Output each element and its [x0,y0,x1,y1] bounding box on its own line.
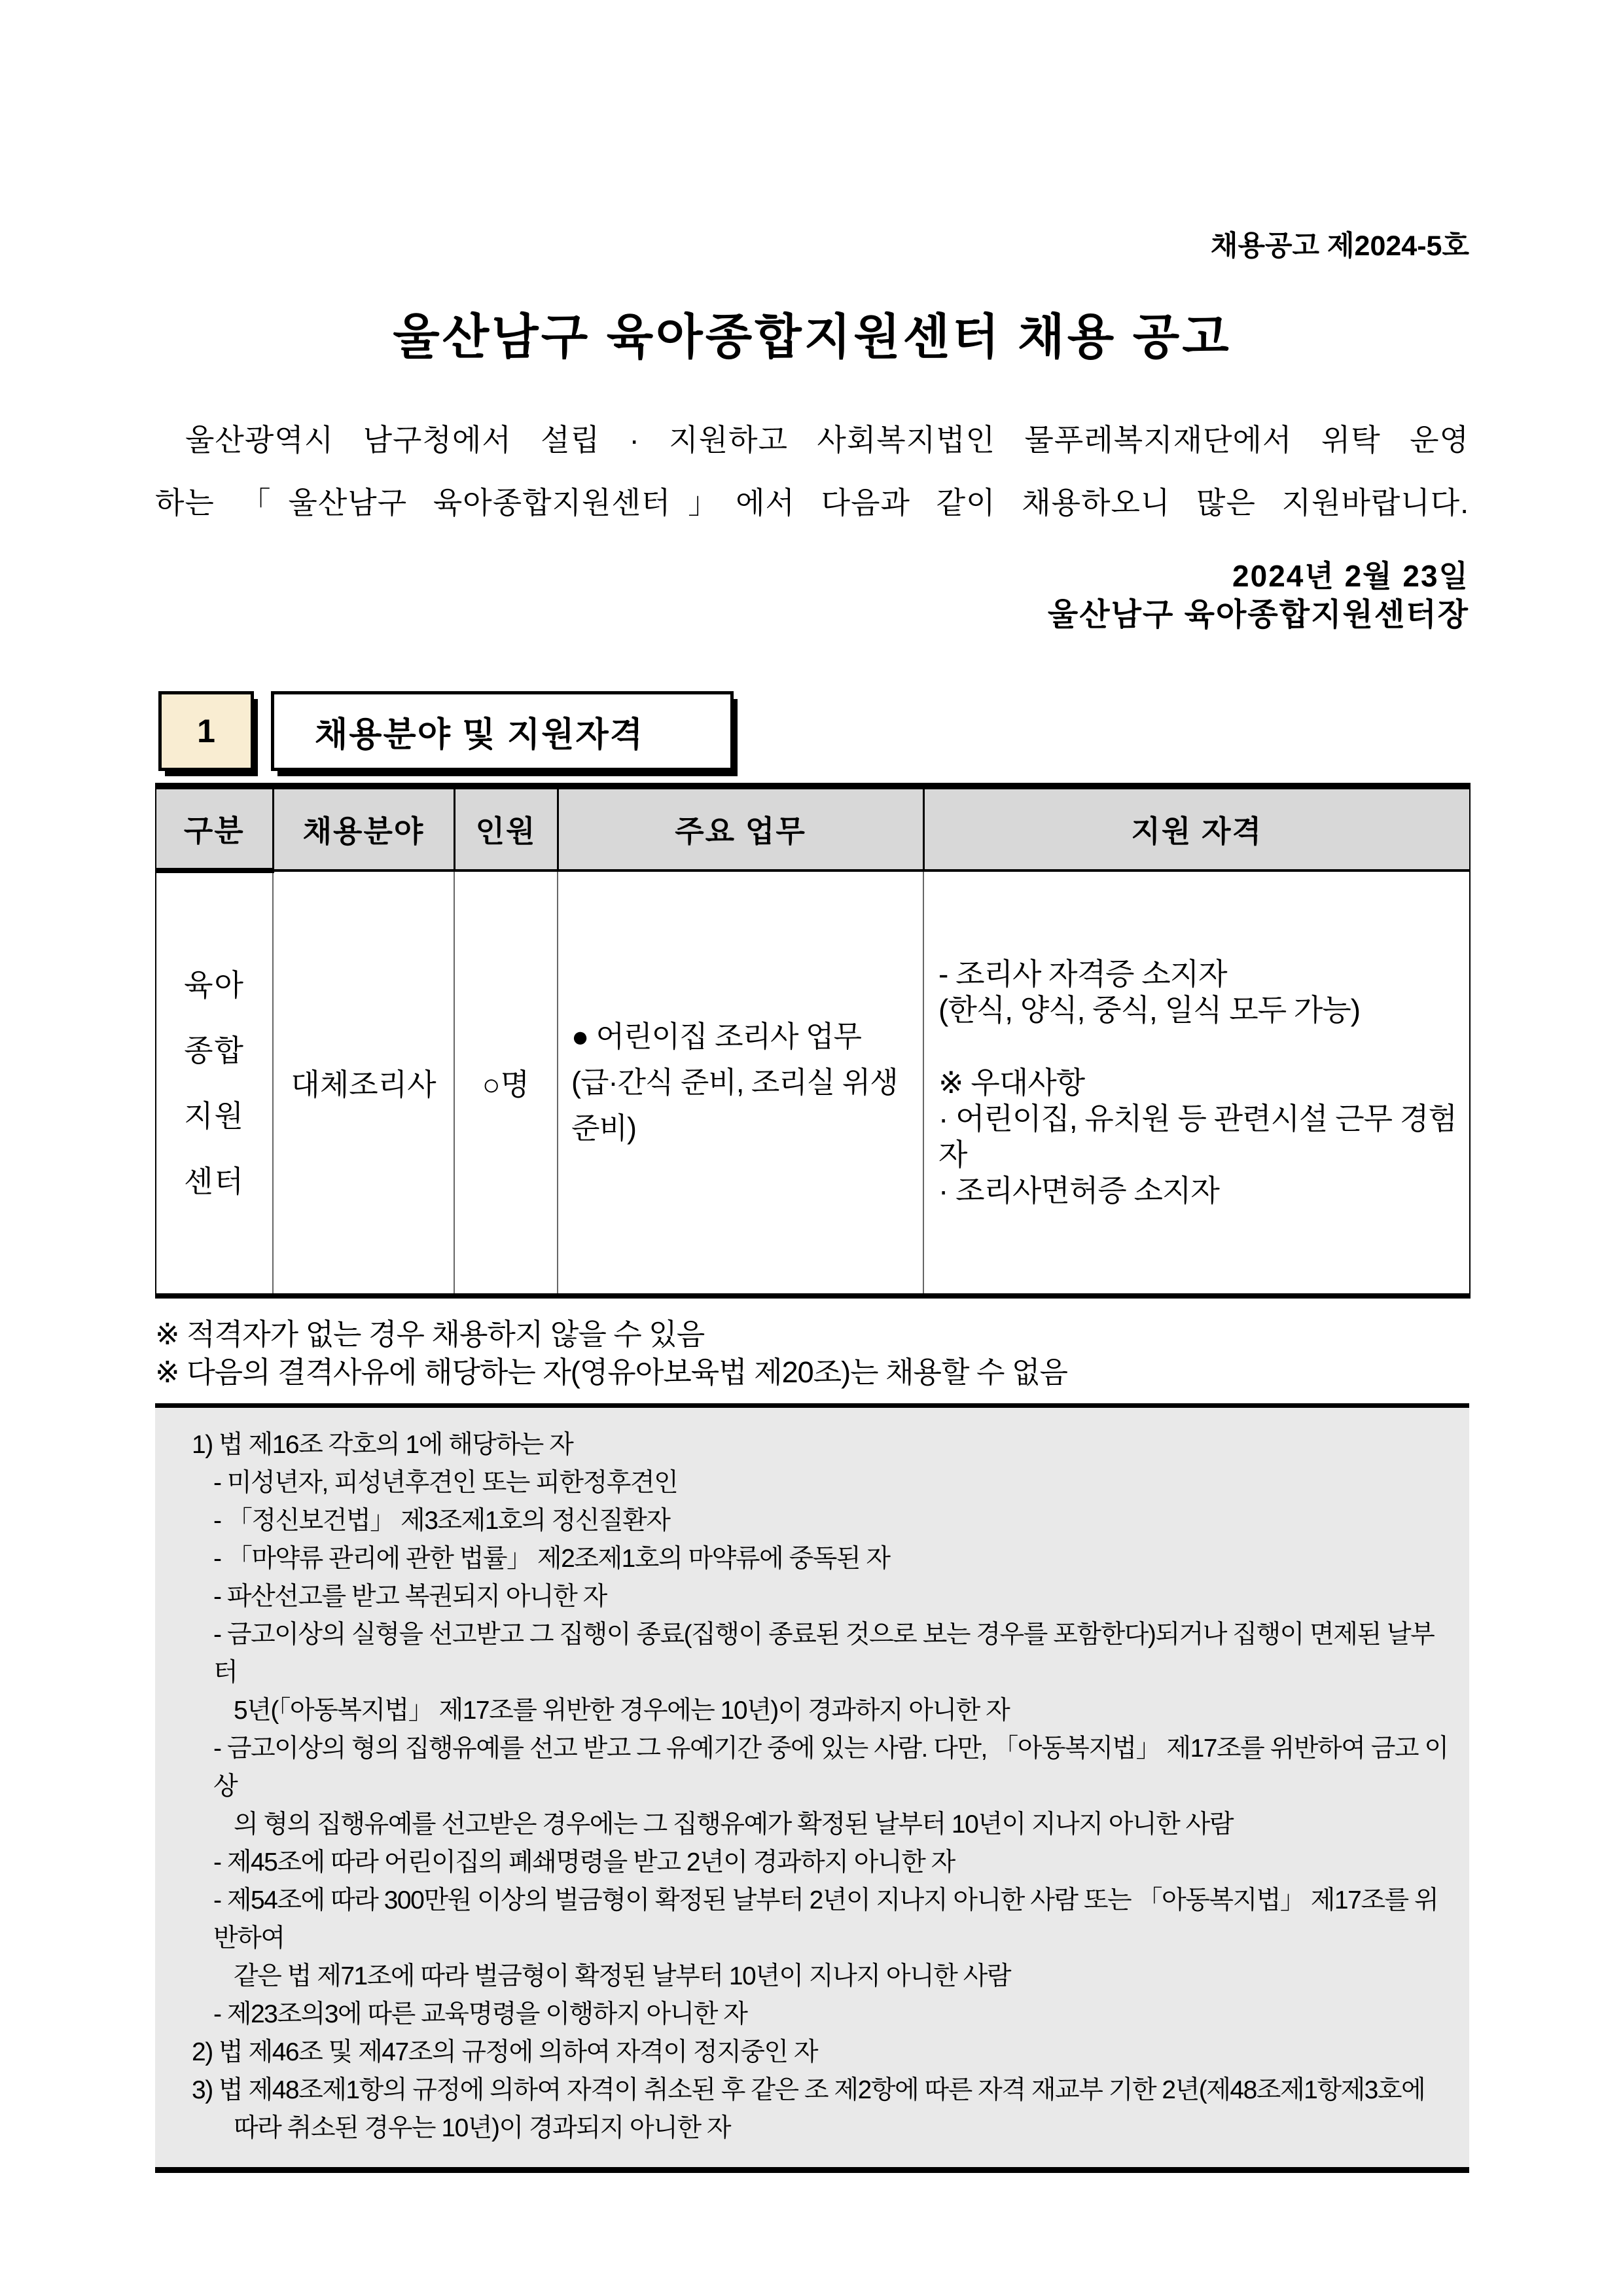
col-header-qualification: 지원 자격 [923,786,1470,870]
disqualification-line: - 금고이상의 형의 집행유예를 선고 받고 그 유예기간 중에 있는 사람. 다만, 「아동복지법」 제17조를 위반하여 금고 이상 [213,1734,1448,1801]
col-header-duties: 주요 업무 [558,786,923,870]
qualification-gap [938,1028,1469,1065]
recruitment-table [155,783,1471,1299]
disqualification-line: 5년(「아동복지법」 제17조를 위반한 경우에는 10년)이 경과하지 아니한 자 [234,1696,1010,1725]
cell-duties: ● 어린이집 조리사 업무 (급·간식 준비, 조리실 위생준비) [558,870,923,1296]
section-1-header [155,691,1469,771]
intro-line-1: 울산광역시 남구청에서 설립 · 지원하고 사회복지법인 물푸레복지재단에서 위탁 운영 [185,423,1469,457]
cell-category: 육아 종합 지원 센터 [156,870,273,1296]
disqualification-line: 따라 취소된 경우는 10년)이 경과되지 아니한 자 [234,2114,731,2142]
disqualification-line: 1) 법 제16조 각호의 1에 해당하는 자 [192,1431,573,1459]
document-title: 울산남구 육아종합지원센터 채용 공고 [393,310,1232,364]
col-header-field: 채용분야 [273,786,454,870]
note-line-1: ※ 적격자가 없는 경우 채용하지 않을 수 있음 [155,1318,705,1351]
disqualification-line: - 「정신보건법」 제3조제1호의 정신질환자 [213,1507,670,1535]
disqualification-line: - 「마약류 관리에 관한 법률」 제2조제1호의 마약류에 중독된 자 [213,1545,890,1573]
table-row [156,870,1470,1296]
disqualification-line: - 제23조의3에 따른 교육명령을 이행하지 아니한 자 [213,2000,747,2028]
doc-number: 채용공고 제2024-5호 [1210,230,1469,262]
cell-headcount: ○명 [454,870,558,1296]
note-line-2: ※ 다음의 결격사유에 해당하는 자(영유아보육법 제20조)는 채용할 수 없음 [155,1355,1067,1389]
intro-paragraph [155,408,1469,534]
col-header-headcount: 인원 [454,786,558,870]
disqualification-line: 2) 법 제46조 및 제47조의 규정에 의하여 자격이 정지중인 자 [192,2038,818,2066]
date-line: 2024년 2월 23일 [1232,559,1469,593]
disqualification-line: - 미성년자, 피성년후견인 또는 피한정후견인 [213,1469,678,1497]
section-number-box: 1 [158,691,254,771]
disqualification-box [155,1403,1469,2173]
disqualification-line: - 제54조에 따라 300만원 이상의 벌금형이 확정된 날부터 2년이 지나지 아니한 사람 또는 「아동복지법」 제17조를 위반하여 [213,1886,1438,1952]
disqualification-line: - 파산선고를 받고 복권되지 아니한 자 [213,1583,607,1611]
disqualification-line: - 금고이상의 실형을 선고받고 그 집행이 종료(집행이 종료된 것으로 보는 경우를 포함한다)되거나 집행이 면제된 날부터 [213,1621,1435,1687]
disqualification-line: 의 형의 집행유예를 선고받은 경우에는 그 집행유예가 확정된 날부터 10년이 지나지 아니한 사람 [234,1810,1234,1839]
disqualification-line: 같은 법 제71조에 따라 벌금형이 확정된 날부터 10년이 지나지 아니한 사람 [234,1962,1010,1990]
table-header-row [156,786,1470,870]
disqualification-line: - 제45조에 따라 어린이집의 폐쇄명령을 받고 2년이 경과하지 아니한 자 [213,1848,955,1876]
section-title-box: 채용분야 및 지원자격 [271,691,734,771]
col-header-category: 구분 [156,786,273,870]
cell-field: 대체조리사 [273,870,454,1296]
notes [155,1316,1469,1391]
signer-line: 울산남구 육아종합지원센터장 [1047,598,1469,632]
disqualification-line: 3) 법 제48조제1항의 규정에 의하여 자격이 취소된 후 같은 조 제2항에 따른 자격 재교부 기한 2년(제48조제1항제3호에 [192,2076,1425,2104]
intro-line-2: 하는 「울산남구 육아종합지원센터」에서 다음과 같이 채용하오니 많은 지원바랍니다. [155,486,1469,520]
cell-qualifications: - 조리사 자격증 소지자 (한식, 양식, 중식, 일식 모두 가능) ※ 우대사항 · 어린이집, 유치원 등 관련시설 근무 경험자 · 조리사면허증 소지자 [923,870,1470,1296]
